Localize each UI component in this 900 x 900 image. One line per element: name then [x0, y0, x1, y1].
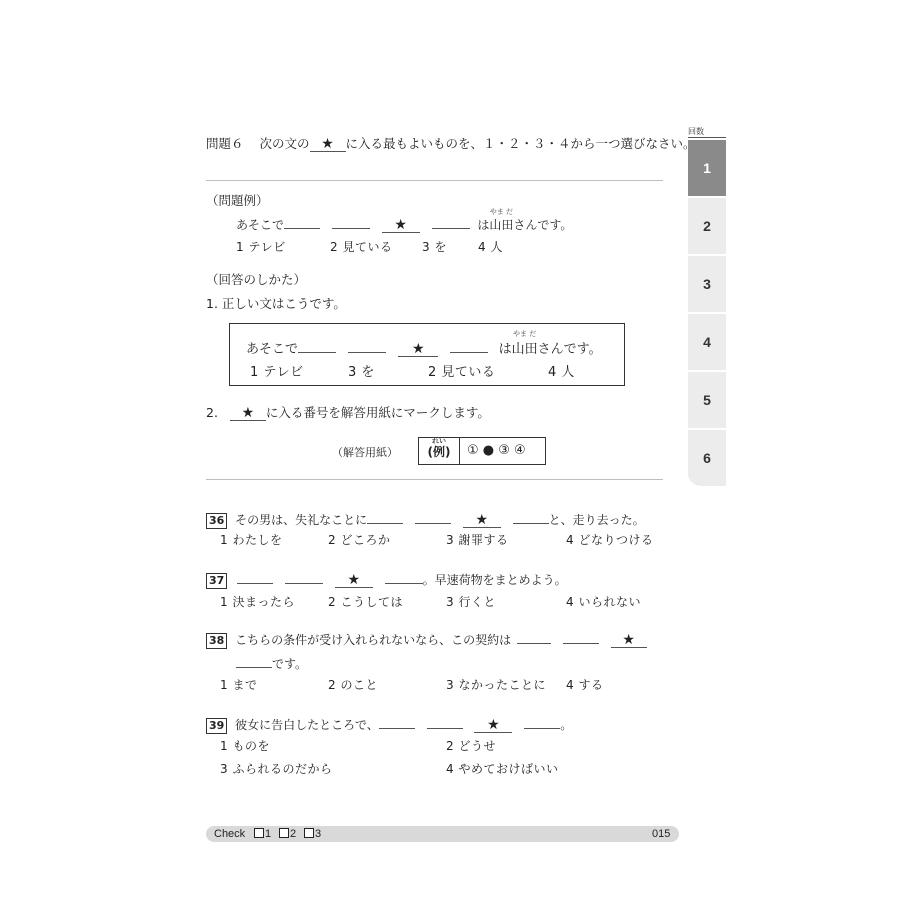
- q38-option-4: 4 する: [566, 678, 604, 692]
- blank: [524, 714, 560, 729]
- check-item-2[interactable]: 2: [279, 828, 296, 840]
- box-ha: は: [498, 342, 512, 357]
- example-option-2: 2 見ている: [330, 240, 393, 254]
- example-sentence-end: さんです。: [513, 218, 573, 232]
- divider-top: [206, 180, 663, 181]
- star-icon: ★: [622, 632, 635, 648]
- star-icon: ★: [475, 512, 489, 528]
- furigana: やま だ: [489, 208, 513, 216]
- blank: [517, 629, 551, 644]
- question-number: 37: [206, 573, 227, 589]
- q36-option-1: 1 わたしを: [220, 533, 283, 547]
- instruction-text-after: に入る最もよいものを、１・２・３・４から一つ選びなさい。: [345, 136, 696, 151]
- blank: [513, 509, 549, 524]
- step2-text: に入る番号を解答用紙にマークします。: [265, 405, 490, 420]
- check-item-1[interactable]: 1: [254, 828, 271, 840]
- divider-bottom: [206, 479, 663, 480]
- question-36: [206, 509, 645, 529]
- yamada-kanji: やま だ 山田: [489, 208, 514, 232]
- example-option-4: 4 人: [478, 240, 503, 254]
- box-sentence: [246, 330, 602, 357]
- tab-round-6[interactable]: 6: [688, 430, 726, 488]
- rei-label: れい (例): [427, 436, 451, 459]
- example-sentence: [236, 208, 573, 233]
- question-38-line2: [236, 653, 307, 672]
- question-38: [206, 629, 647, 649]
- box-option-2: 2 見ている: [428, 365, 496, 380]
- star-icon: ★: [487, 717, 500, 733]
- check-item-3[interactable]: 3: [304, 828, 321, 840]
- step2-number: 2.: [206, 405, 218, 420]
- q37-option-3: 3 行くと: [446, 595, 496, 609]
- checkbox-icon[interactable]: [304, 828, 314, 838]
- blank: [563, 629, 599, 644]
- example-option-1: 1 テレビ: [236, 240, 286, 254]
- q36-option-3: 3 謝罪する: [446, 533, 509, 547]
- star-blank: [335, 573, 373, 588]
- question-number: 38: [206, 633, 227, 649]
- answer-step-2: [206, 403, 490, 421]
- tab-round-1[interactable]: 1: [688, 140, 726, 198]
- blank: [450, 338, 488, 353]
- blank: [236, 653, 272, 668]
- question-text-line2: です。: [272, 657, 308, 671]
- star-icon: ★: [412, 341, 425, 357]
- page-number: 015: [652, 828, 671, 840]
- instruction-text-before: 次の文の: [259, 136, 310, 151]
- box-option-1: 1 テレビ: [250, 365, 304, 380]
- star-icon: ★: [394, 217, 407, 233]
- question-39: [206, 714, 572, 734]
- q39-option-3: 3 ふられるのだから: [220, 762, 333, 776]
- q38-option-1: 1 まで: [220, 678, 258, 692]
- check-bar: [206, 826, 679, 842]
- question-number: 39: [206, 718, 227, 734]
- star-blank: [474, 718, 512, 733]
- q37-option-2: 2 こうしては: [328, 595, 403, 609]
- tab-round-4[interactable]: 4: [688, 314, 726, 372]
- blank: [332, 214, 370, 229]
- example-ha: は: [477, 218, 490, 232]
- q39-option-4: 4 やめておけばいい: [446, 762, 559, 776]
- box-sentence-start: あそこで: [246, 342, 299, 357]
- round-header: 回数: [688, 126, 726, 138]
- answer-method-heading: （回答のしかた）: [206, 272, 307, 287]
- blank: [298, 338, 336, 353]
- sheet-example-cell: [419, 438, 460, 464]
- question-37: [206, 569, 567, 589]
- q39-option-2: 2 どうせ: [446, 739, 496, 753]
- example-sentence-start: あそこで: [236, 218, 285, 232]
- blank: [348, 338, 386, 353]
- star-blank: [310, 137, 346, 152]
- question-text-after: と、走り去った。: [548, 513, 645, 527]
- blank: [285, 569, 323, 584]
- question-text-after: 。早速荷物をまとめよう。: [422, 573, 567, 587]
- blank: [379, 714, 415, 729]
- star-icon: ★: [241, 405, 255, 421]
- example-heading: （問題例）: [206, 193, 269, 208]
- sheet-marks: ① ● ③ ④: [467, 443, 526, 458]
- example-option-3: 3 を: [422, 240, 447, 254]
- box-option-4: 4 人: [548, 365, 575, 380]
- checkbox-icon[interactable]: [279, 828, 289, 838]
- furigana: れい: [431, 436, 446, 445]
- star-icon: ★: [321, 136, 334, 152]
- blank: [284, 214, 320, 229]
- blank: [415, 509, 451, 524]
- answer-step-1: 1. 正しい文はこうです。: [206, 296, 346, 311]
- star-blank: [398, 342, 438, 357]
- checkbox-icon[interactable]: [254, 828, 264, 838]
- blank: [385, 569, 423, 584]
- q38-option-2: 2 のこと: [328, 678, 378, 692]
- box-option-3: 3 を: [348, 365, 375, 380]
- tab-round-3[interactable]: 3: [688, 256, 726, 314]
- star-blank: [611, 633, 647, 648]
- star-blank: [230, 406, 266, 421]
- problem-label: 問題６: [206, 136, 244, 151]
- star-blank: [382, 218, 420, 233]
- star-icon: ★: [347, 572, 361, 588]
- question-text: 彼女に告白したところで、: [235, 718, 379, 732]
- tab-round-5[interactable]: 5: [688, 372, 726, 430]
- q38-option-3: 3 なかったことに: [446, 678, 546, 692]
- q39-option-1: 1 ものを: [220, 739, 270, 753]
- answer-sheet-sample: [418, 437, 546, 465]
- box-sentence-end: さんです。: [537, 342, 602, 357]
- yamada-kanji: やま だ 山田: [511, 330, 538, 357]
- question-text: こちらの条件が受け入れられないなら、この契約は: [235, 633, 512, 647]
- instruction: [206, 134, 696, 152]
- furigana: やま だ: [512, 330, 537, 338]
- star-blank: [463, 513, 501, 528]
- q37-option-1: 1 決まったら: [220, 595, 295, 609]
- blank: [432, 214, 470, 229]
- q36-option-4: 4 どなりつける: [566, 533, 654, 547]
- q36-option-2: 2 どころか: [328, 533, 391, 547]
- answer-sheet-label: （解答用紙）: [332, 446, 398, 459]
- blank: [427, 714, 463, 729]
- question-number: 36: [206, 513, 227, 529]
- check-label: Check: [214, 828, 246, 840]
- tab-round-2[interactable]: 2: [688, 198, 726, 256]
- question-text-after: 。: [560, 718, 573, 732]
- blank: [237, 569, 273, 584]
- blank: [367, 509, 403, 524]
- q37-option-4: 4 いられない: [566, 595, 641, 609]
- question-text: その男は、失礼なことに: [235, 513, 368, 527]
